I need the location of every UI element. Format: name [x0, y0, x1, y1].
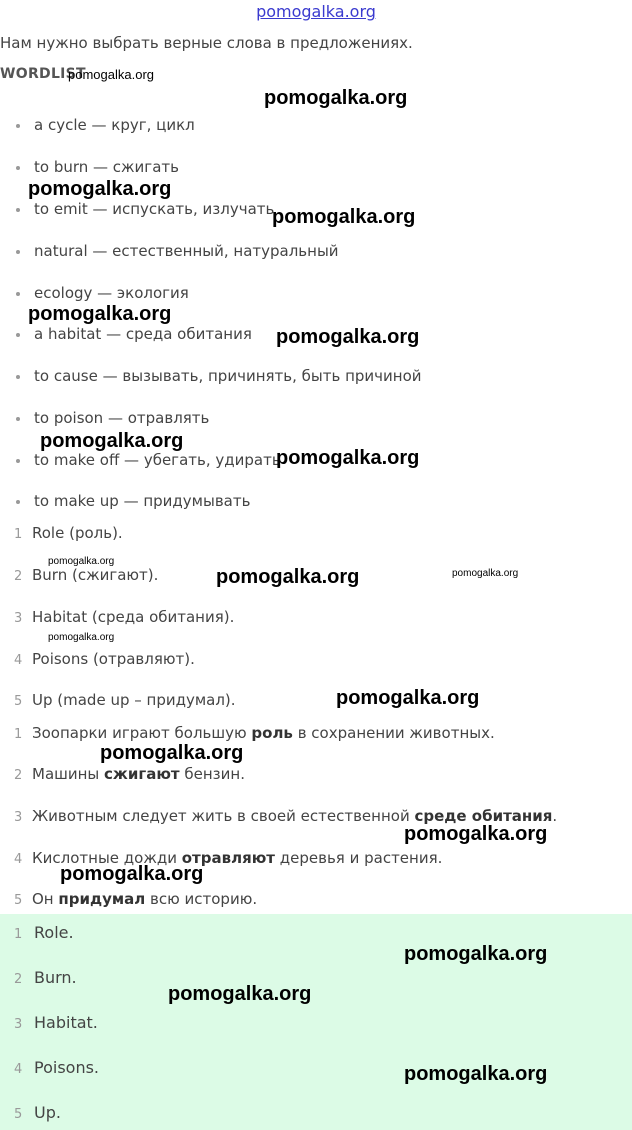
wordlist-item: to burn — сжигать	[16, 158, 179, 176]
watermark: pomogalka.org	[404, 943, 548, 965]
wordlist-item: to make up — придумывать	[16, 492, 250, 510]
word-item: 5 Up (made up – придумал).	[14, 691, 236, 709]
sentence-item: 3 Животным следует жить в своей естественной среде обитания.	[14, 807, 558, 825]
watermark: pomogalka.org	[40, 430, 184, 452]
wordlist-heading: WORDLIST	[0, 66, 86, 82]
watermark: pomogalka.org	[272, 206, 416, 228]
sentence-item: 2 Машины сжигают бензин.	[14, 765, 245, 783]
watermark: pomogalka.org	[100, 742, 244, 764]
watermark: pomogalka.org	[216, 566, 360, 588]
wordlist-item: to cause — вызывать, причинять, быть причиной	[16, 367, 422, 385]
intro-text: Нам нужно выбрать верные слова в предложениях.	[0, 34, 413, 52]
watermark: pomogalka.org	[28, 178, 172, 200]
answer-item: 3 Habitat.	[14, 1013, 98, 1032]
answer-item: 4 Poisons.	[14, 1058, 99, 1077]
top-site-link[interactable]: pomogalka.org	[256, 2, 376, 21]
watermark: pomogalka.org	[264, 87, 408, 109]
word-item: 2 Burn (сжигают).	[14, 566, 159, 584]
watermark: pomogalka.org	[336, 687, 480, 709]
sentence-item: 1 Зоопарки играют большую роль в сохранении животных.	[14, 724, 495, 742]
watermark: pomogalka.org	[404, 1063, 548, 1085]
watermark: pomogalka.org	[28, 303, 172, 325]
sentence-item: 4 Кислотные дожди отравляют деревья и растения.	[14, 849, 443, 867]
watermark: pomogalka.org	[452, 568, 519, 579]
wordlist-item: a cycle — круг, цикл	[16, 116, 195, 134]
word-item: 4 Poisons (отравляют).	[14, 650, 195, 668]
word-item: 1 Role (роль).	[14, 524, 123, 542]
watermark: pomogalka.org	[404, 823, 548, 845]
answer-item: 1 Role.	[14, 923, 74, 942]
watermark: pomogalka.org	[60, 863, 204, 885]
watermark: pomogalka.org	[48, 632, 115, 643]
sentence-item: 5 Он придумал всю историю.	[14, 890, 258, 908]
word-item: 3 Habitat (среда обитания).	[14, 608, 235, 626]
answer-item: 2 Burn.	[14, 968, 77, 987]
watermark: pomogalka.org	[68, 67, 154, 82]
wordlist-item: a habitat — среда обитания	[16, 325, 252, 343]
wordlist-item: natural — естественный, натуральный	[16, 242, 339, 260]
watermark: pomogalka.org	[48, 556, 115, 567]
wordlist-item: to poison — отравлять	[16, 409, 209, 427]
watermark: pomogalka.org	[276, 447, 420, 469]
wordlist-item: ecology — экология	[16, 284, 189, 302]
watermark: pomogalka.org	[276, 326, 420, 348]
watermark: pomogalka.org	[168, 983, 312, 1005]
wordlist-item: to make off — убегать, удирать	[16, 451, 281, 469]
wordlist-item: to emit — испускать, излучать	[16, 200, 274, 218]
answer-item: 5 Up.	[14, 1103, 61, 1122]
